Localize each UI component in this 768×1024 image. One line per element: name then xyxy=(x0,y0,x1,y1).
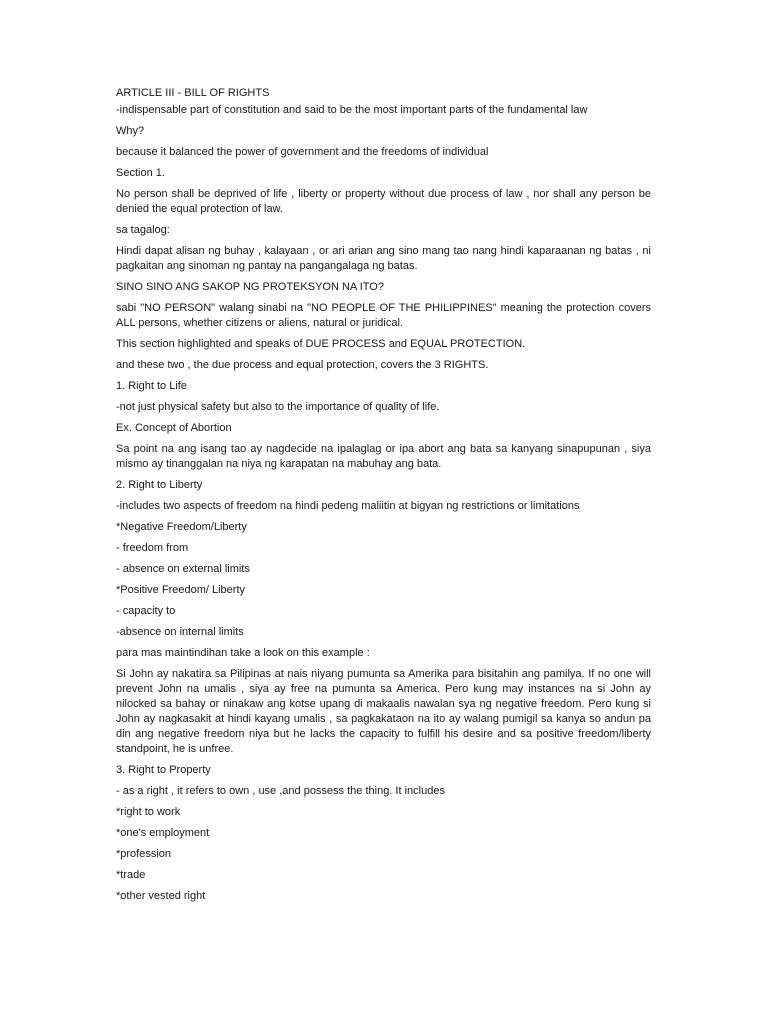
paragraph-because: because it balanced the power of government and the freedoms of individual xyxy=(116,146,489,158)
paragraph-why: Why? xyxy=(116,125,145,137)
document-title: ARTICLE III - BILL OF RIGHTS xyxy=(116,87,270,99)
heading-sino-sino: SINO SINO ANG SAKOP NG PROTEKSYON NA ITO? xyxy=(116,281,384,293)
list-item-trade: *trade xyxy=(116,869,146,881)
document-page xyxy=(116,86,651,910)
list-item-right-to-work: *right to work xyxy=(116,806,181,818)
paragraph-quality-of-life: -not just physical safety but also to the importance of quality of life. xyxy=(116,401,440,413)
list-item-vested-right: *other vested right xyxy=(116,890,206,902)
paragraph-example-intro: para mas maintindihan take a look on this example : xyxy=(116,647,370,659)
heading-right-to-life: 1. Right to Life xyxy=(116,380,187,392)
list-item-negative-freedom: *Negative Freedom/Liberty xyxy=(116,521,247,533)
heading-section-1: Section 1. xyxy=(116,167,165,179)
paragraph-no-person: sabi "NO PERSON" walang sinabi na "NO PEOPLE OF THE PHILIPPINES" meaning the protection covers ALL persons, whether citizens or aliens, natural or juridical. xyxy=(116,302,651,329)
paragraph-tagalog-text: Hindi dapat alisan ng buhay , kalayaan , or ari arian ang sino mang tao nang hindi kaparaanan ng batas , ni pagkaitan ang sinoman ng pantay na pangangalaga ng batas. xyxy=(116,245,651,272)
paragraph-abortion-text: Sa point na ang isang tao ay nagdecide na ipalaglag or ipa abort ang bata sa kanyang sinapupunan , siya mismo ay tinanggalan na niya ng karapatan na mabuhay ang bata. xyxy=(116,443,651,470)
paragraph-john-example: Si John ay nakatira sa Pilipinas at nais niyang pumunta sa Amerika para bisitahin ang pamilya. If no one will prevent John na umalis , siya ay free na pumunta sa America. Pero kung may instances na si John ay nilocked sa bahay or ninakaw ang kotse upang di makaalis nawalan sya ng negative freedom. Pero kung si John ay nagkasakit at hindi kayang umalis , sa pagkakataon na ito ay walang pumigil sa kanya so andun pa din ang negative freedom niya but he lacks the capacity to fulfill his desire and sa positive freedom/liberty standpoint, he is unfree. xyxy=(116,668,651,755)
list-item-positive-freedom: *Positive Freedom/ Liberty xyxy=(116,584,245,596)
paragraph-intro: -indispensable part of constitution and said to be the most important parts of the fundamental law xyxy=(116,104,588,116)
list-item-freedom-from: - freedom from xyxy=(116,542,189,554)
paragraph-three-rights: and these two , the due process and equal protection, covers the 3 RIGHTS. xyxy=(116,359,489,371)
list-item-employment: *one's employment xyxy=(116,827,210,839)
list-item-external-limits: - absence on external limits xyxy=(116,563,250,575)
heading-right-to-liberty: 2. Right to Liberty xyxy=(116,479,203,491)
paragraph-two-aspects: -includes two aspects of freedom na hindi pedeng maliitin at bigyan ng restrictions or limitations xyxy=(116,500,580,512)
paragraph-due-process: This section highlighted and speaks of DUE PROCESS and EQUAL PROTECTION. xyxy=(116,338,526,350)
paragraph-section-1-text: No person shall be deprived of life , liberty or property without due process of law , nor shall any person be denied the equal protection of law. xyxy=(116,188,651,215)
list-item-capacity-to: - capacity to xyxy=(116,605,176,617)
list-item-profession: *profession xyxy=(116,848,172,860)
paragraph-abortion-example: Ex. Concept of Abortion xyxy=(116,422,232,434)
list-item-internal-limits: -absence on internal limits xyxy=(116,626,244,638)
paragraph-sa-tagalog: sa tagalog: xyxy=(116,224,170,236)
paragraph-property-definition: - as a right , it refers to own , use ,and possess the thing. It includes xyxy=(116,785,445,797)
heading-right-to-property: 3. Right to Property xyxy=(116,764,211,776)
